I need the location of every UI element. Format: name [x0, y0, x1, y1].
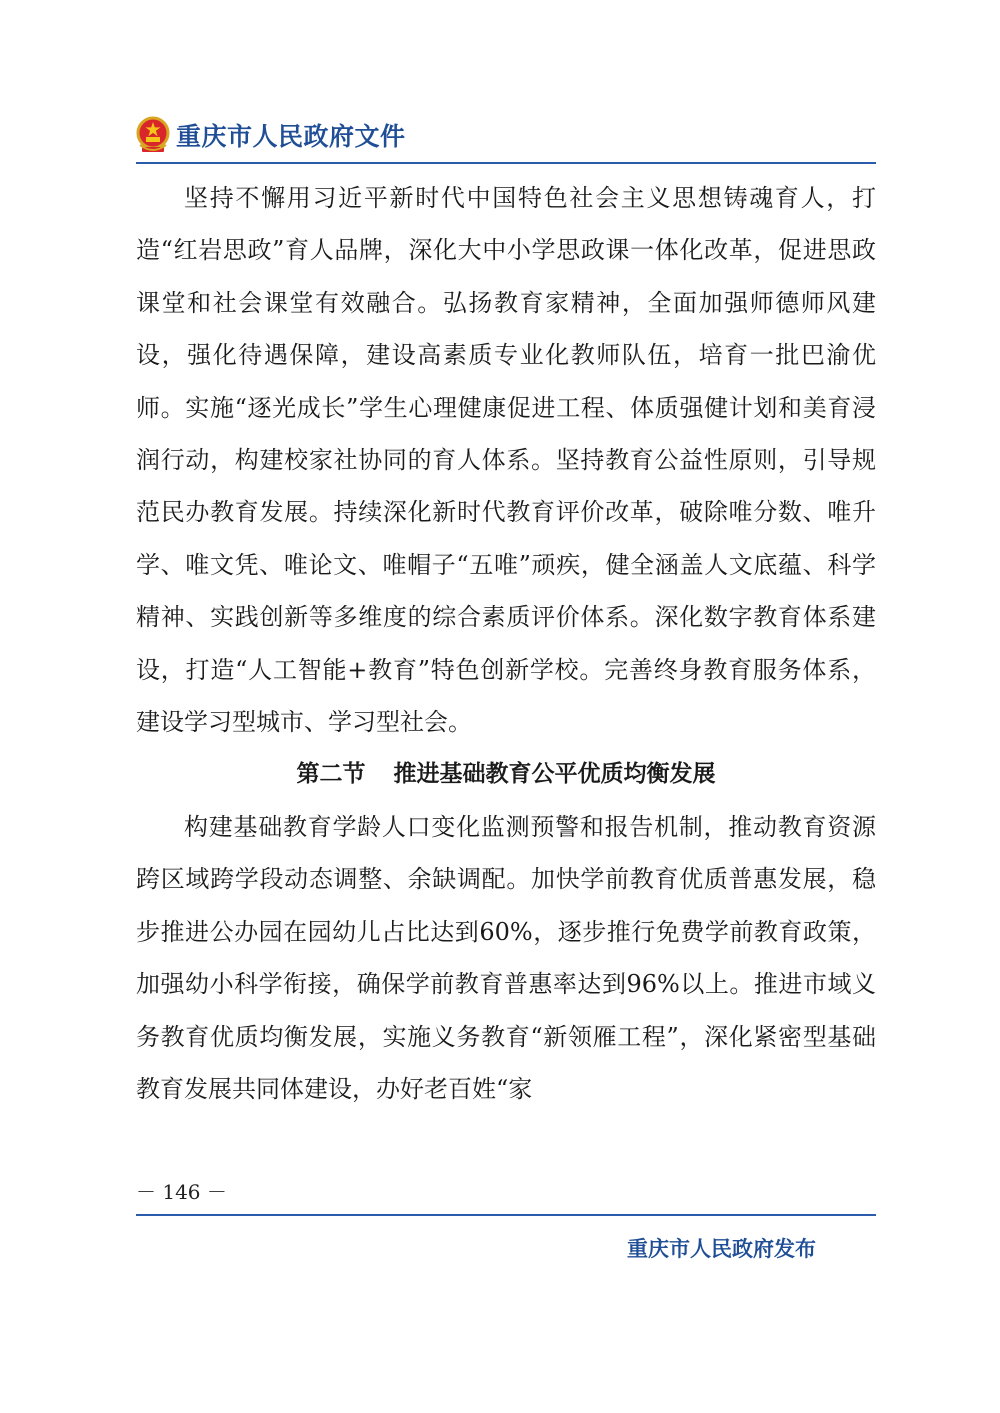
header-divider: [136, 162, 876, 164]
footer-publisher: 重庆市人民政府发布: [627, 1237, 816, 1261]
section-number: 第二节: [296, 761, 366, 788]
header-title: 重庆市人民政府文件: [176, 122, 406, 151]
footer-divider: [136, 1214, 876, 1216]
section-heading: [136, 748, 876, 800]
national-emblem-icon: [136, 115, 170, 155]
body-paragraph: 坚持不懈用习近平新时代中国特色社会主义思想铸魂育人，打造“红岩思政”育人品牌，深化大中小学思政课一体化改革，促进思政课堂和社会课堂有效融合。弘扬教育家精神，全面加强师德师风建设，强化待遇保障，建设高素质专业化教师队伍，培育一批巴渝优师。实施“逐光成长”学生心理健康促进工程、体质强健计划和美育浸润行动，构建校家社协同的育人体系。坚持教育公益性原则，引导规范民办教育发展。持续深化新时代教育评价改革，破除唯分数、唯升学、唯文凭、唯论文、唯帽子“五唯”顽疾，健全涵盖人文底蕴、科学精神、实践创新等多维度的综合素质评价体系。深化数字教育体系建设，打造“人工智能+教育”特色创新学校。完善终身教育服务体系，建设学习型城市、学习型社会。: [136, 184, 876, 737]
page-number: － 146 －: [136, 1180, 227, 1204]
body-paragraph: 构建基础教育学龄人口变化监测预警和报告机制，推动教育资源跨区域跨学段动态调整、余缺调配。加快学前教育优质普惠发展，稳步推进公办园在园幼儿占比达到60%，逐步推行免费学前教育政策，加强幼小科学衔接，确保学前教育普惠率达到96%以上。推进市域义务教育优质均衡发展，实施义务教育“新领雁工程”，深化紧密型基础教育发展共同体建设，办好老百姓“家: [136, 812, 876, 1103]
section-title: 推进基础教育公平优质均衡发展: [393, 761, 716, 788]
document-body: [136, 172, 876, 1115]
document-header: [136, 110, 876, 160]
